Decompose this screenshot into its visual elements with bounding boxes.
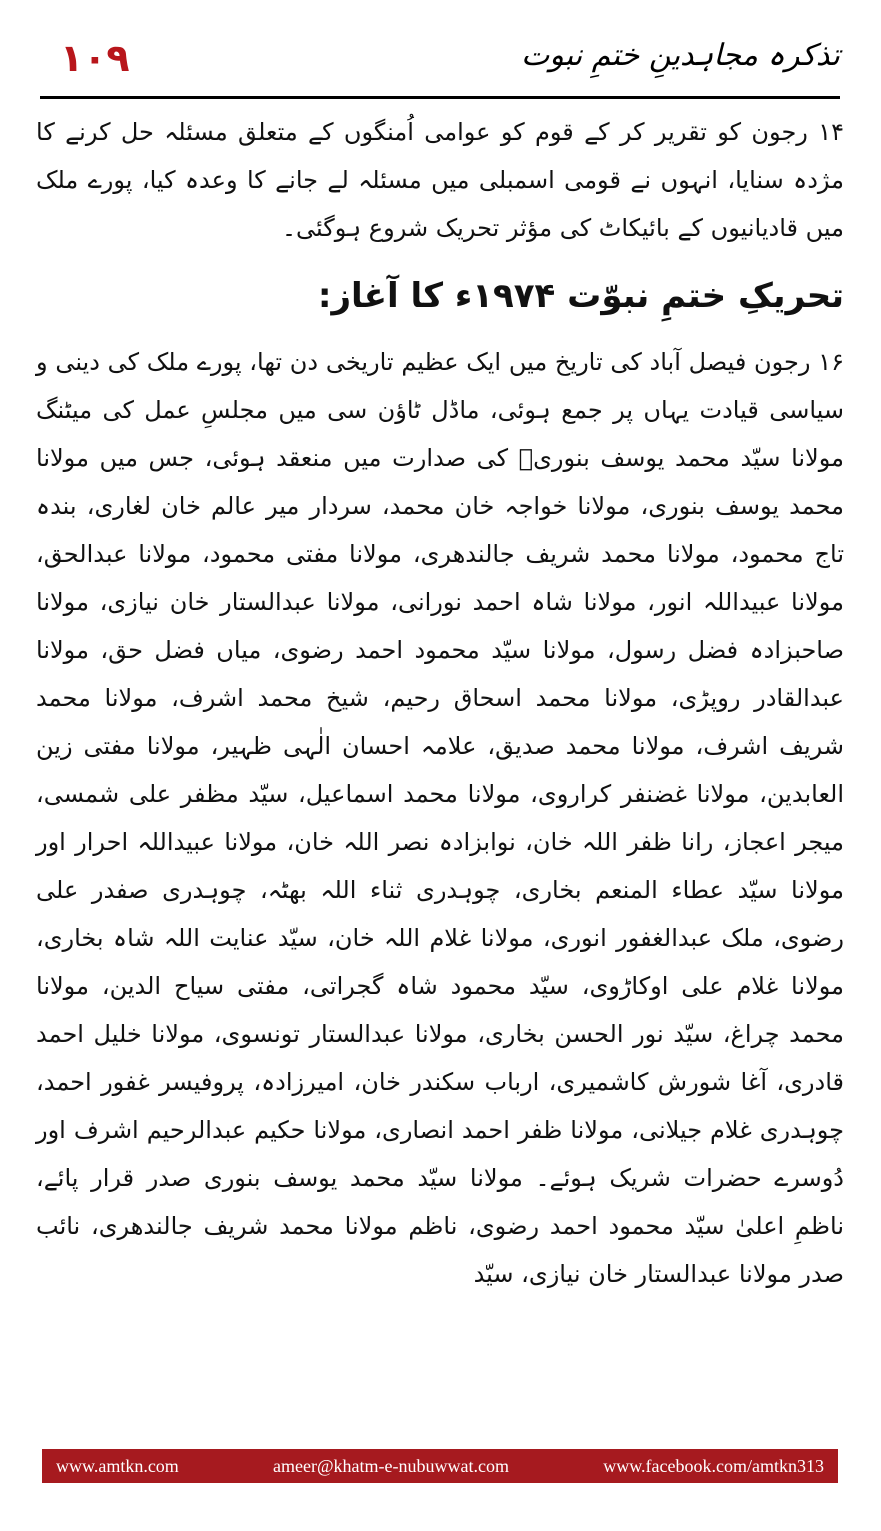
header-divider [40, 96, 840, 99]
page-body [36, 108, 844, 1298]
section-heading: تحریکِ ختمِ نبوّت ۱۹۷۴ء کا آغاز: [317, 276, 844, 316]
paragraph-intro: ۱۴ رجون کو تقریر کر کے قوم کو عوامی اُمنگوں کے متعلق مسئلہ حل کرنے کا مژدہ سنایا، انہوں نے قومی اسمبلی میں مسئلہ لے جانے کا وعدہ کیا، پورے ملک میں قادیانیوں کے بائیکاٹ کی مؤثر تحریک شروع ہوگئی۔ [36, 118, 844, 242]
paragraph-main: ۱۶ رجون فیصل آباد کی تاریخ میں ایک عظیم تاریخی دن تھا، پورے ملک کی دینی و سیاسی قیادت یہاں پر جمع ہوئی، ماڈل ٹاؤن سی میں مجلسِ عمل کی میٹنگ مولانا سیّد محمد یوسف بنوریؒ کی صدارت میں منعقد ہوئی، جس میں مولانا محمد یوسف بنوری، مولانا خواجہ خان محمد، سردار میر عالم خان لغاری، بندہ تاج محمود، مولانا محمد شریف جالندھری، مولانا مفتی محمود، مولانا عبدالحق، مولانا عبیداللہ انور، مولانا شاہ احمد نورانی، مولانا عبدالستار خان نیازی، مولانا صاحبزادہ فضل رسول، مولانا سیّد محمود احمد رضوی، میاں فضل حق، مولانا عبدالقادر روپڑی، مولانا محمد اسحاق رحیم، شیخ محمد اشرف، مولانا محمد شریف اشرف، مولانا محمد صدیق، علامہ احسان الٰہی ظہیر، مولانا مفتی زین العابدین، مولانا غضنفر کراروی، مولانا محمد اسماعیل، سیّد مظفر علی شمسی، میجر اعجاز، رانا ظفر اللہ خان، نوابزادہ نصر اللہ خان، مولانا عبیداللہ احرار اور مولانا سیّد عطاء المنعم بخاری، چوہدری ثناء اللہ بھٹہ، چوہدری صفدر علی رضوی، ملک عبدالغفور انوری، مولانا غلام اللہ خان، سیّد عنایت اللہ شاہ بخاری، مولانا غلام علی اوکاڑوی، سیّد محمود شاہ گجراتی، مفتی سیاح الدین، مولانا محمد چراغ، سیّد نور الحسن بخاری، مولانا عبدالستار تونسوی، مولانا خلیل احمد قادری، آغا شورش کاشمیری، ارباب سکندر خان، امیرزادہ، پروفیسر غفور احمد، چوہدری غلام جیلانی، مولانا ظفر احمد انصاری، مولانا حکیم عبدالرحیم اشرف اور دُوسرے حضرات شریک ہوئے۔ مولانا سیّد محمد یوسف بنوری صدر قرار پائے، ناظمِ اعلیٰ سیّد محمود احمد رضوی، ناظم مولانا محمد شریف جالندھری، نائب صدر مولانا عبدالستار خان نیازی، سیّد [36, 348, 844, 1288]
page-number: ١٠٩ [60, 36, 130, 80]
book-title: تذکرہ مجاہدینِ ختمِ نبوت [521, 38, 840, 73]
facebook-link[interactable]: www.facebook.com/amtkn313 [603, 1455, 824, 1476]
email-link[interactable]: ameer@khatm-e-nubuwwat.com [273, 1455, 510, 1476]
website-link[interactable]: www.amtkn.com [56, 1455, 179, 1476]
page-header [40, 28, 840, 88]
footer-bar [42, 1449, 838, 1483]
